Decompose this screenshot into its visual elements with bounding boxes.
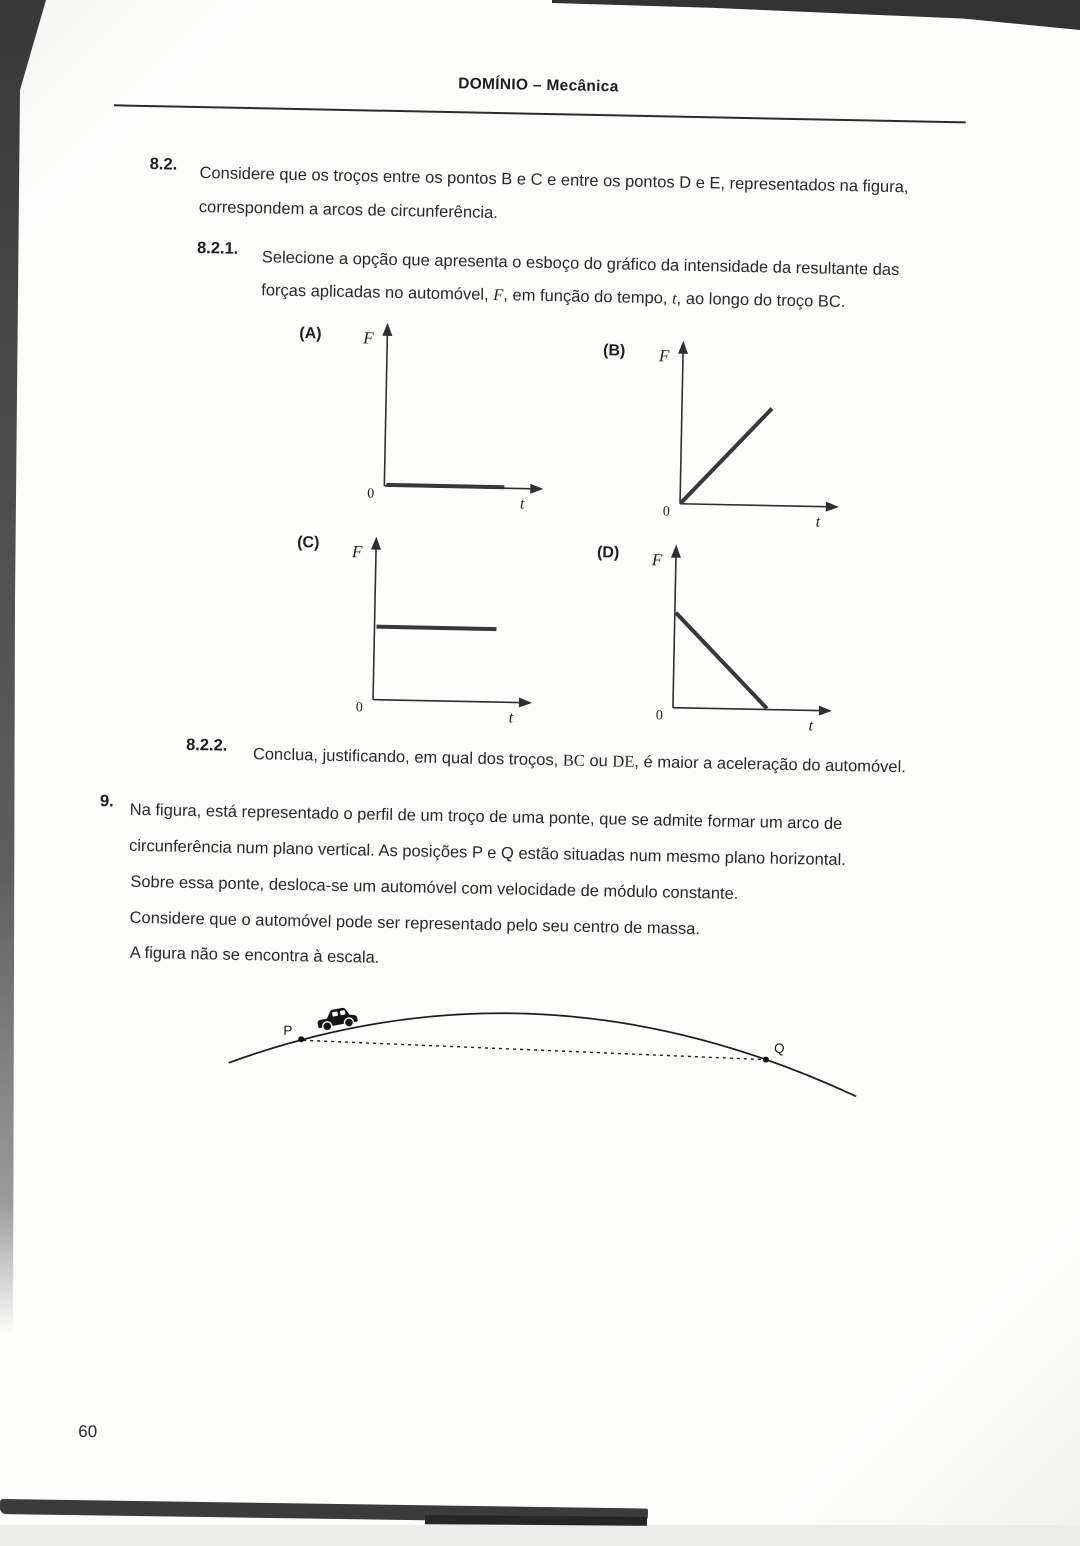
question-9-para3: Considere que o automóvel pode ser representado pelo seu centro de massa. [129,908,701,939]
sketch-line [376,627,496,629]
q821-line2-text-b: , em função do tempo, [503,286,673,308]
point-p-dot [298,1036,304,1042]
time-symbol: t [671,288,677,308]
origin-label: 0 [355,700,364,716]
sketch-line [674,613,769,709]
point-p-label: P [283,1022,293,1039]
graph-option-d-sketch [642,535,846,735]
segment-bc: BC [562,750,586,770]
question-9-para4: A figura não se encontra à escala. [129,943,380,967]
graph-option-c-sketch [343,527,547,727]
q821-line2-text-c: , ao longo do troço BC. [676,289,846,312]
graph-option-d-label: (D) [596,544,620,562]
graph-option-b-sketch [650,331,854,531]
header-rule [114,104,966,123]
graph-option-a-sketch [354,313,558,513]
question-9-number: 9. [99,792,114,811]
x-axis-label: t [808,717,814,735]
sketch-line [386,485,504,487]
point-q-dot [763,1057,769,1063]
question-8-2-1-line1: Selecione a opção que apresenta o esboço do gráfico da intensidade da resultante das [261,248,900,280]
graph-option-a-label: (A) [299,325,322,343]
question-9-line1: Na figura, está representado o perfil de um troço de uma ponte, que se admite formar um arco de [129,800,843,834]
origin-label: 0 [367,486,375,502]
sketch-line [681,407,772,505]
q822-text-b: ou [584,751,613,771]
x-axis-label: t [815,513,821,531]
origin-label: 0 [662,504,671,520]
question-9-line2: circunferência num plano vertical. As posições P e Q estão situadas num mesmo plano horizontal. [128,836,846,870]
y-axis-label: F [658,346,670,366]
x-axis-label: t [508,709,514,727]
y-axis-label: F [651,550,663,570]
page-header-title: DOMÍNIO – Mecânica [458,75,619,96]
segment-de: DE [612,751,635,771]
q822-text-c: , é maior a aceleração do automóvel. [634,752,907,777]
q821-line2-text-a: forças aplicadas no automóvel, [261,281,494,304]
question-8-2-2-number: 8.2.2. [185,735,228,755]
graph-option-b-label: (B) [602,342,626,360]
pq-dashed-chord [303,1040,763,1059]
graph-option-c-label: (C) [296,534,320,552]
force-symbol: F [493,284,504,305]
x-axis-label: t [519,495,525,513]
question-8-2-line1: Considere que os troços entre os pontos B e C e entre os pontos D e E, representados na figura, [199,164,909,197]
y-axis-label: F [363,328,374,348]
question-8-2-1-number: 8.2.1. [196,239,239,258]
question-8-2-number: 8.2. [149,155,178,174]
bridge-figure [216,987,868,1120]
scan-edge-bottom-dark [425,1515,647,1526]
origin-label: 0 [655,708,663,724]
question-9-para2: Sobre essa ponte, desloca-se um automóvel com velocidade de módulo constante. [130,872,739,903]
y-axis-label: F [351,542,363,562]
page-number: 60 [78,1421,98,1442]
q822-text-a: Conclua, justificando, em qual dos troços, [252,745,564,770]
question-8-2-2-text [253,737,907,784]
question-8-2-line2: correspondem a arcos de circunferência. [198,198,498,223]
point-q-label: Q [773,1040,785,1056]
